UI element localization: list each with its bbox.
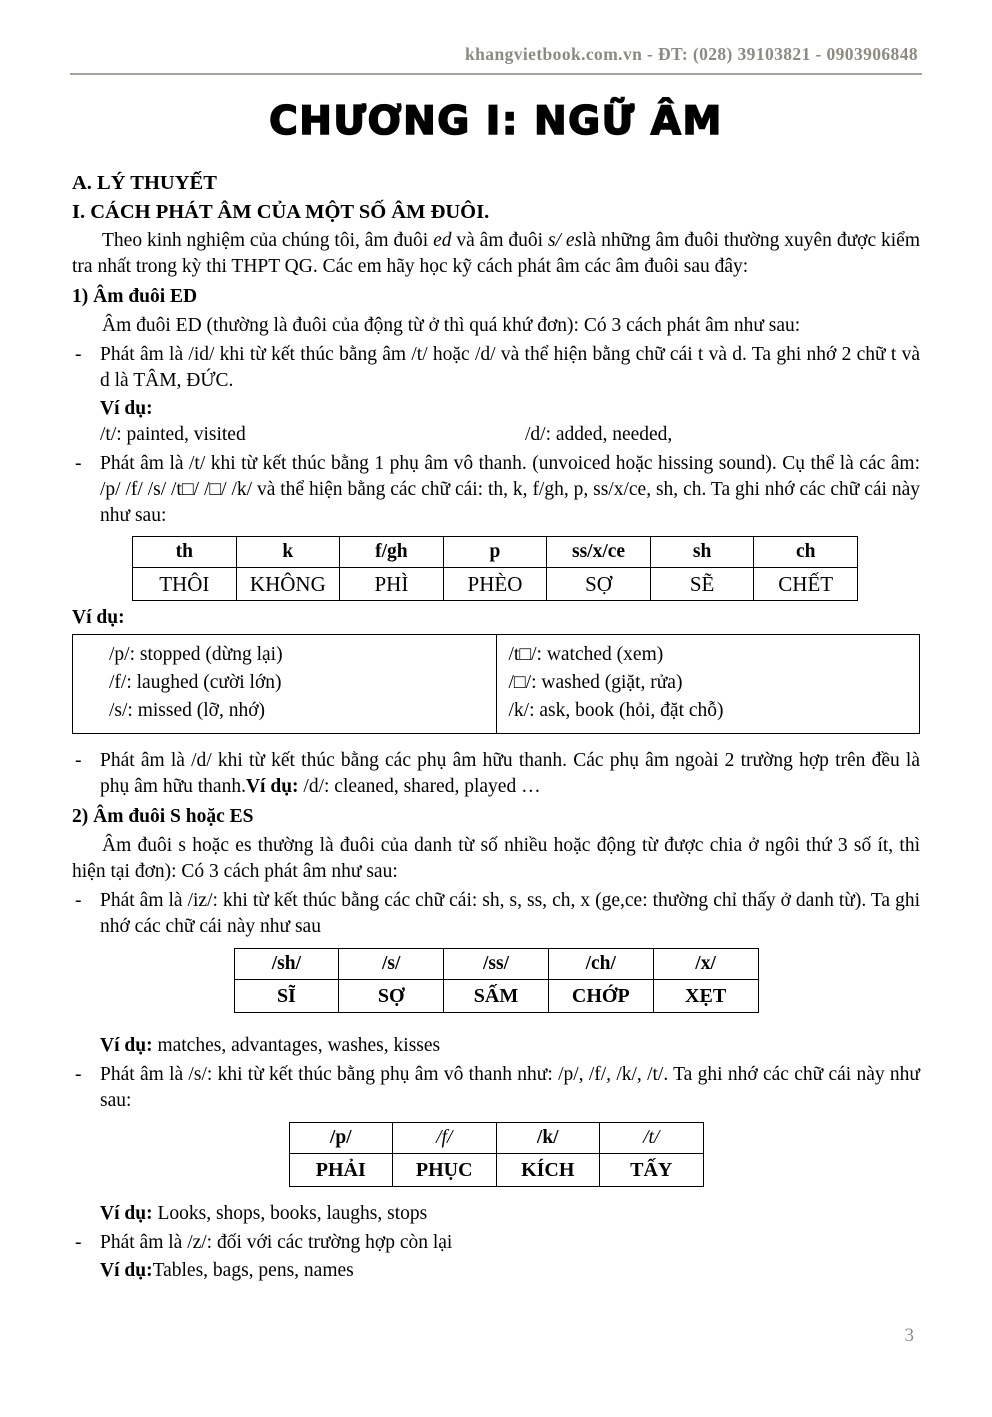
section-i-heading: I. CÁCH PHÁT ÂM CỦA MỘT SỐ ÂM ĐUÔI. <box>72 201 490 223</box>
s-iz-mnemonic-table <box>234 948 759 1013</box>
example-label-ed-id: Ví dụ: <box>100 398 153 419</box>
page-content <box>0 170 992 1284</box>
ed-suffix-heading: 1) Âm đuôi ED <box>72 286 198 307</box>
bullet-dash: - <box>75 750 82 771</box>
table-header-cell: ss/x/ce <box>547 537 651 568</box>
example-label-ed-t: Ví dụ: <box>72 607 125 628</box>
table-data-row <box>73 635 920 734</box>
s-suffix-intro: Âm đuôi s hoặc es thường là đuôi của danh từ số nhiều hoặc động từ được chia ở ngôi thứ 3 số ít, thì hiện tại đơn): Có 3 cách phát âm như sau: <box>72 835 920 882</box>
table-header-cell: /f/ <box>393 1123 497 1154</box>
table-data-cell: PHẢI <box>289 1154 393 1187</box>
example-line: /t□/: watched (xem) <box>508 644 664 665</box>
table-data-cell: SỢ <box>547 568 651 601</box>
table-header-cell: /ch/ <box>548 949 653 980</box>
table-data-cell: XẸT <box>653 980 758 1013</box>
table-header-cell: f/gh <box>340 537 444 568</box>
table-data-row <box>234 980 758 1013</box>
table-data-cell: THÔI <box>133 568 237 601</box>
example-line-z: Ví dụ:Tables, bags, pens, names <box>100 1260 354 1281</box>
table-data-cell: PHỤC <box>393 1154 497 1187</box>
table-header-row <box>133 537 858 568</box>
example-line: /f/: laughed (cười lớn) <box>109 672 282 693</box>
example-line-iz: Ví dụ: matches, advantages, washes, kisses <box>100 1035 441 1056</box>
table-header-row <box>289 1123 703 1154</box>
examples-right-cell <box>496 635 920 734</box>
bullet-t-text: Phát âm là /t/ khi từ kết thúc bằng 1 phụ âm vô thanh. (unvoiced hoặc hissing sound). Cụ thể là các âm: /p/ /f/ /s/ /t□/ /□/ /k/ và thể hiện bằng các chữ cái: th, k, f/gh, p, ss/x/ce, sh, ch. Ta ghi nhớ các chữ cái này như sau: <box>100 453 920 526</box>
bullet-iz-text: Phát âm là /iz/: khi từ kết thúc bằng các chữ cái: sh, s, ss, ch, x (ge,ce: thường chỉ thấy ở danh từ). Ta ghi nhớ các chữ cái này như sau <box>100 890 920 937</box>
table-header-cell: /k/ <box>496 1123 600 1154</box>
bullet-dash: - <box>75 890 82 911</box>
example-line: /s/: missed (lỡ, nhớ) <box>109 700 266 721</box>
bullet-s-text: Phát âm là /s/: khi từ kết thúc bằng phụ âm vô thanh như: /p/, /f/, /k/, /t/. Ta ghi nhớ các chữ cái này như sau: <box>100 1064 920 1111</box>
header-contact-text: khangvietbook.com.vn - ĐT: (028) 39103821 - 0903906848 <box>465 44 918 64</box>
chapter-title: CHƯƠNG I: NGỮ ÂM <box>269 99 723 144</box>
table-data-cell: CHỚP <box>548 980 653 1013</box>
table-data-cell: PHÌ <box>340 568 444 601</box>
intro-paragraph: Theo kinh nghiệm của chúng tôi, âm đuôi ed và âm đuôi s/ eslà những âm đuôi thường xuyên được kiểm tra nhất trong kỳ thi THPT QG. Các em hãy học kỹ cách phát âm các âm đuôi sau đây: <box>72 230 920 277</box>
example-line-s: Ví dụ: Looks, shops, books, laughs, stops <box>100 1203 428 1224</box>
table-header-cell: sh <box>650 537 754 568</box>
bullet-dash: - <box>75 1232 82 1253</box>
table-data-cell: SỢ <box>339 980 444 1013</box>
example-t-words: /t/: painted, visited <box>100 424 246 445</box>
table-header-cell: ch <box>754 537 858 568</box>
table-data-cell: CHẾT <box>754 568 858 601</box>
table-data-cell: SĨ <box>234 980 339 1013</box>
example-line: /k/: ask, book (hỏi, đặt chỗ) <box>508 700 724 721</box>
table-header-cell: th <box>133 537 237 568</box>
table-header-cell: /p/ <box>289 1123 393 1154</box>
ed-t-mnemonic-table <box>132 536 858 601</box>
table-data-cell: PHÈO <box>443 568 547 601</box>
table-header-row <box>234 949 758 980</box>
ed-suffix-intro: Âm đuôi ED (thường là đuôi của động từ ở thì quá khứ đơn): Có 3 cách phát âm như sau: <box>102 315 801 336</box>
s-suffix-heading: 2) Âm đuôi S hoặc ES <box>72 806 254 827</box>
bullet-dash: - <box>75 1064 82 1085</box>
bullet-s-rule <box>72 1062 920 1114</box>
example-line: /p/: stopped (dừng lại) <box>109 644 283 665</box>
table-data-cell: KÍCH <box>496 1154 600 1187</box>
example-d-words: /d/: added, needed, <box>525 424 673 445</box>
ed-t-examples-table <box>72 634 920 734</box>
bullet-id-rule <box>72 342 920 394</box>
table-header-cell: /ss/ <box>444 949 549 980</box>
bullet-z-rule <box>72 1230 920 1256</box>
bullet-d-rule <box>72 748 920 800</box>
table-header-cell: /x/ <box>653 949 758 980</box>
table-header-cell: p <box>443 537 547 568</box>
bullet-dash: - <box>75 344 82 365</box>
page-header <box>70 0 922 75</box>
table-data-cell: SẤM <box>444 980 549 1013</box>
examples-left-cell <box>73 635 497 734</box>
ed-id-examples-row <box>100 422 920 448</box>
section-a-heading: A. LÝ THUYẾT <box>72 172 217 194</box>
s-s-mnemonic-table <box>289 1122 704 1187</box>
bullet-z-text: Phát âm là /z/: đối với các trường hợp còn lại <box>100 1232 453 1253</box>
bullet-iz-rule <box>72 888 920 940</box>
bullet-d-text: Phát âm là /d/ khi từ kết thúc bằng các phụ âm hữu thanh. Các phụ âm ngoài 2 trường hợp trên đều là phụ âm hữu thanh.Ví dụ: /d/: cleaned, shared, played … <box>100 750 920 797</box>
table-header-cell: /s/ <box>339 949 444 980</box>
table-data-cell: SẼ <box>650 568 754 601</box>
bullet-t-rule <box>72 451 920 529</box>
table-data-row <box>289 1154 703 1187</box>
bullet-dash: - <box>75 453 82 474</box>
table-header-cell: k <box>236 537 340 568</box>
page-number: 3 <box>904 1325 914 1346</box>
table-data-row <box>133 568 858 601</box>
table-header-cell: /t/ <box>600 1123 704 1154</box>
table-data-cell: KHÔNG <box>236 568 340 601</box>
table-data-cell: TẤY <box>600 1154 704 1187</box>
bullet-id-text: Phát âm là /id/ khi từ kết thúc bằng âm /t/ hoặc /d/ và thể hiện bằng chữ cái t và d. Ta ghi nhớ 2 chữ t và d là TÂM, ĐỨC. <box>100 344 920 391</box>
example-line: /□/: washed (giặt, rửa) <box>508 672 683 693</box>
table-header-cell: /sh/ <box>234 949 339 980</box>
